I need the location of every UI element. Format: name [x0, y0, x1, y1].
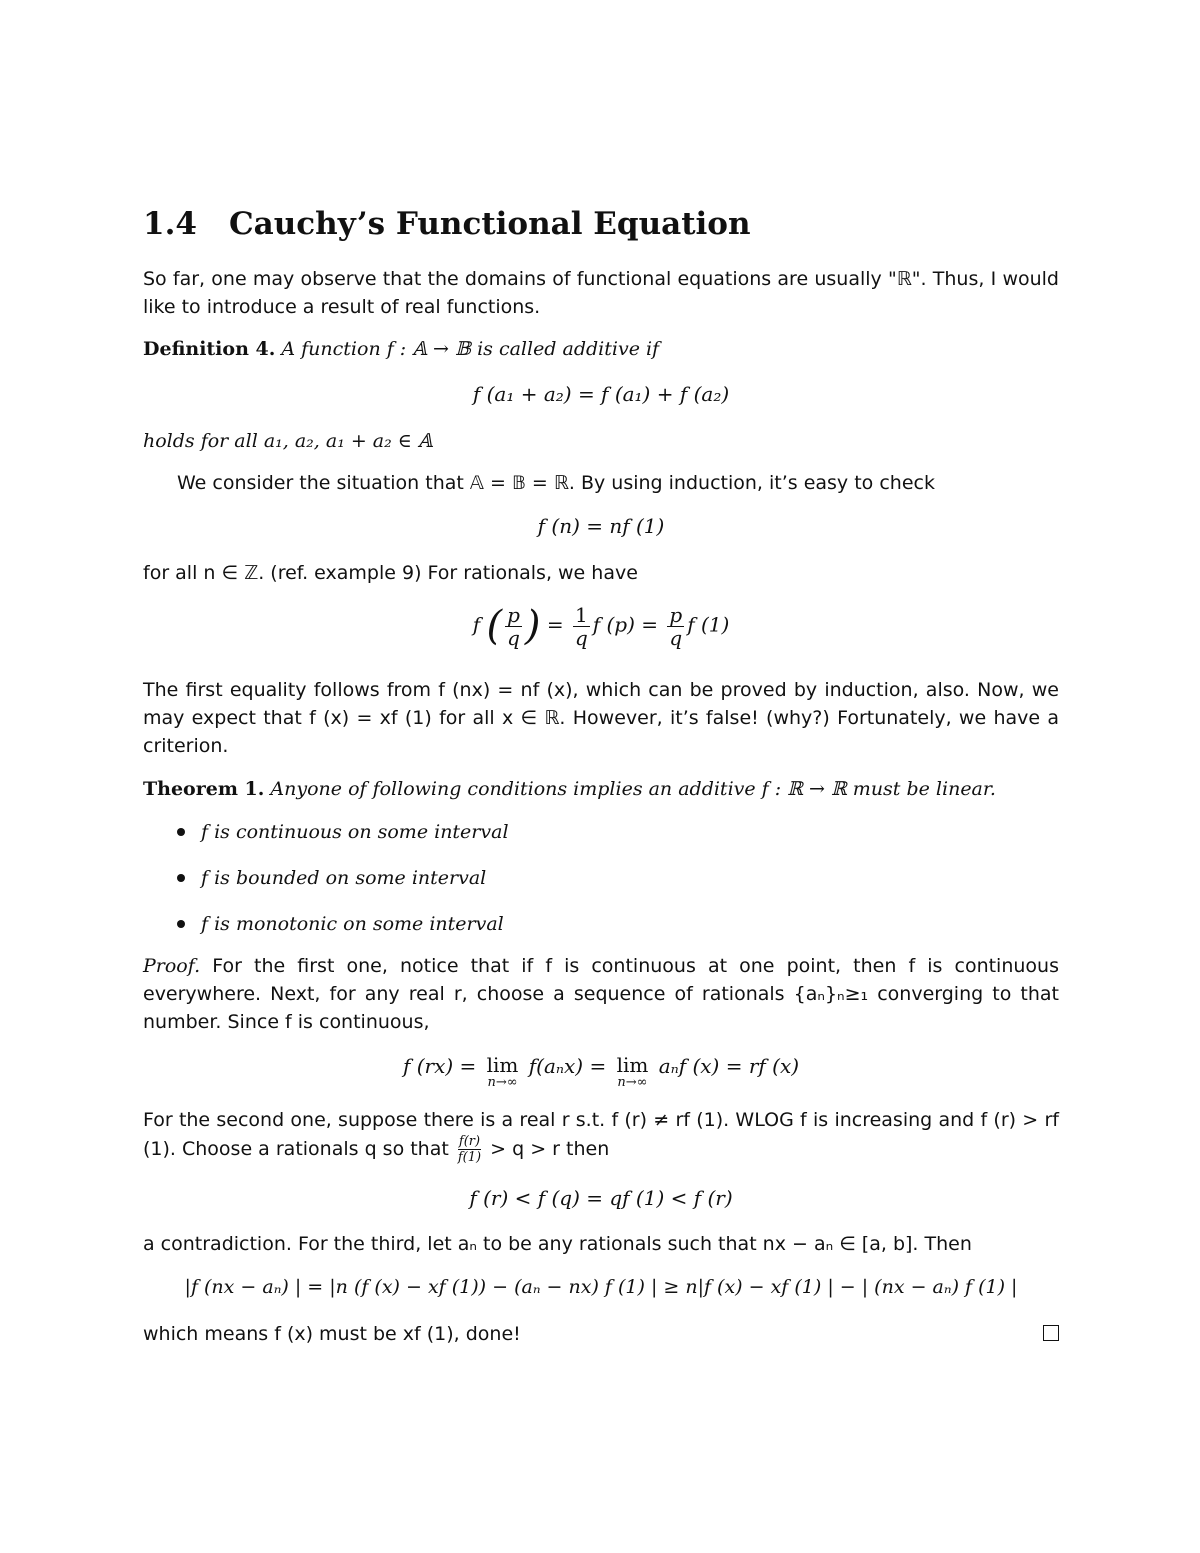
left-paren: (	[486, 603, 503, 649]
definition-after	[143, 427, 1059, 455]
fraction-numerator: p	[507, 602, 520, 627]
definition-block	[143, 335, 1059, 363]
second-case-paragraph	[143, 1106, 1059, 1165]
fraction-denominator: f(1)	[457, 1150, 482, 1165]
definition-text: A function f : 𝔸 → 𝔹 is called additive if	[281, 338, 660, 360]
fraction-one-over-q	[573, 604, 590, 649]
list-item: f is continuous on some interval	[177, 818, 509, 864]
list-item: f is bounded on some interval	[177, 864, 509, 910]
limit-eq-end: aₙf (x) = rf (x)	[658, 1054, 800, 1078]
section-number: 1.4	[143, 206, 197, 242]
section-heading	[143, 206, 751, 242]
rationals-paragraph: for all n ∈ ℤ. (ref. example 9) For rationals, we have	[143, 562, 638, 584]
fraction-p-over-q	[505, 604, 522, 649]
rational-eq-end: f (1)	[687, 612, 730, 637]
consider-paragraph: We consider the situation that 𝔸 = 𝔹 = ℝ. By using induction, it’s easy to check	[177, 472, 935, 494]
proof-text: For the first one, notice that if f is continuous at one point, then f is continuous everywhere. Next, for any real r, choose a sequence of rationals {aₙ}ₙ≥₁ converging to that number. Since f is continuous,	[143, 955, 1059, 1033]
contradiction-equation: f (r) < f (q) = qf (1) < f (r)	[469, 1186, 733, 1210]
equals-sign: =	[546, 612, 564, 637]
absolute-value-equation: |f (nx − aₙ) | = |n (f (x) − xf (1)) − (aₙ − nx) f (1) | ≥ n|f (x) − xf (1) | − | (nx − aₙ) f (1) |	[184, 1276, 1018, 1298]
additive-equation: f (a₁ + a₂) = f (a₁) + f (a₂)	[472, 382, 730, 406]
proof-label: Proof.	[143, 955, 201, 977]
definition-label: Definition 4.	[143, 338, 276, 360]
limit-subscript: n→∞	[487, 1075, 518, 1090]
limit-word: lim	[616, 1053, 649, 1077]
fraction-numerator: p	[669, 602, 683, 627]
final-paragraph: which means f (x) must be xf (1), done!	[143, 1323, 521, 1345]
fraction-fr-over-f1	[458, 1134, 481, 1165]
theorem-text: Anyone of following conditions implies an additive f : ℝ → ℝ must be linear.	[270, 778, 996, 800]
rational-equation	[143, 603, 1059, 649]
intro-paragraph: So far, one may observe that the domains of functional equations are usually "ℝ". Thus, I would like to introduce a result of real functions.	[143, 268, 1059, 318]
theorem-block	[143, 775, 1059, 803]
limit-eq-lhs: f (rx) =	[402, 1054, 477, 1078]
limit-word: lim	[486, 1053, 519, 1077]
second-case-text: For the second one, suppose there is a real r s.t. f (r) ≠ rf (1). WLOG f is increasing and f (r) > rf (1). Choose a rationals q so that	[143, 1109, 1059, 1160]
equality-paragraph: The first equality follows from f (nx) = nf (x), which can be proved by induction, also. Now, we may expect that f (x) = xf (1) for all x ∈ ℝ. However, it’s false! (why?) Fortunately, we have a criterion.	[143, 679, 1059, 757]
qed-box	[1043, 1325, 1059, 1341]
proof-paragraph	[143, 952, 1059, 1036]
limit-operator-2	[617, 1054, 649, 1090]
rational-eq-f: f	[472, 612, 481, 637]
fraction-denominator: q	[574, 625, 588, 650]
theorem-conditions	[177, 818, 509, 956]
section-title: Cauchy’s Functional Equation	[229, 206, 751, 242]
second-case-text-end: > q > r then	[490, 1138, 610, 1160]
definition-after-text: holds for all a₁, a₂, a₁ + a₂ ∈ 𝔸	[143, 430, 433, 452]
limit-operator	[487, 1054, 519, 1090]
third-case-paragraph: a contradiction. For the third, let aₙ to be any rationals such that nx − aₙ ∈ [a, b]. Then	[143, 1233, 972, 1255]
fraction-p-over-q-2	[667, 604, 684, 649]
limit-eq-mid: f(aₙx) =	[528, 1054, 607, 1078]
fraction-denominator: q	[507, 625, 520, 650]
induction-equation: f (n) = nf (1)	[537, 514, 665, 538]
theorem-label: Theorem 1.	[143, 778, 265, 800]
fraction-denominator: q	[669, 625, 683, 650]
rational-eq-mid: f (p) =	[592, 612, 659, 637]
limit-equation	[143, 1054, 1059, 1090]
limit-subscript: n→∞	[617, 1075, 648, 1090]
fraction-numerator: f(r)	[458, 1134, 481, 1149]
right-paren: )	[524, 603, 541, 649]
list-item: f is monotonic on some interval	[177, 910, 509, 956]
fraction-numerator: 1	[574, 602, 588, 627]
